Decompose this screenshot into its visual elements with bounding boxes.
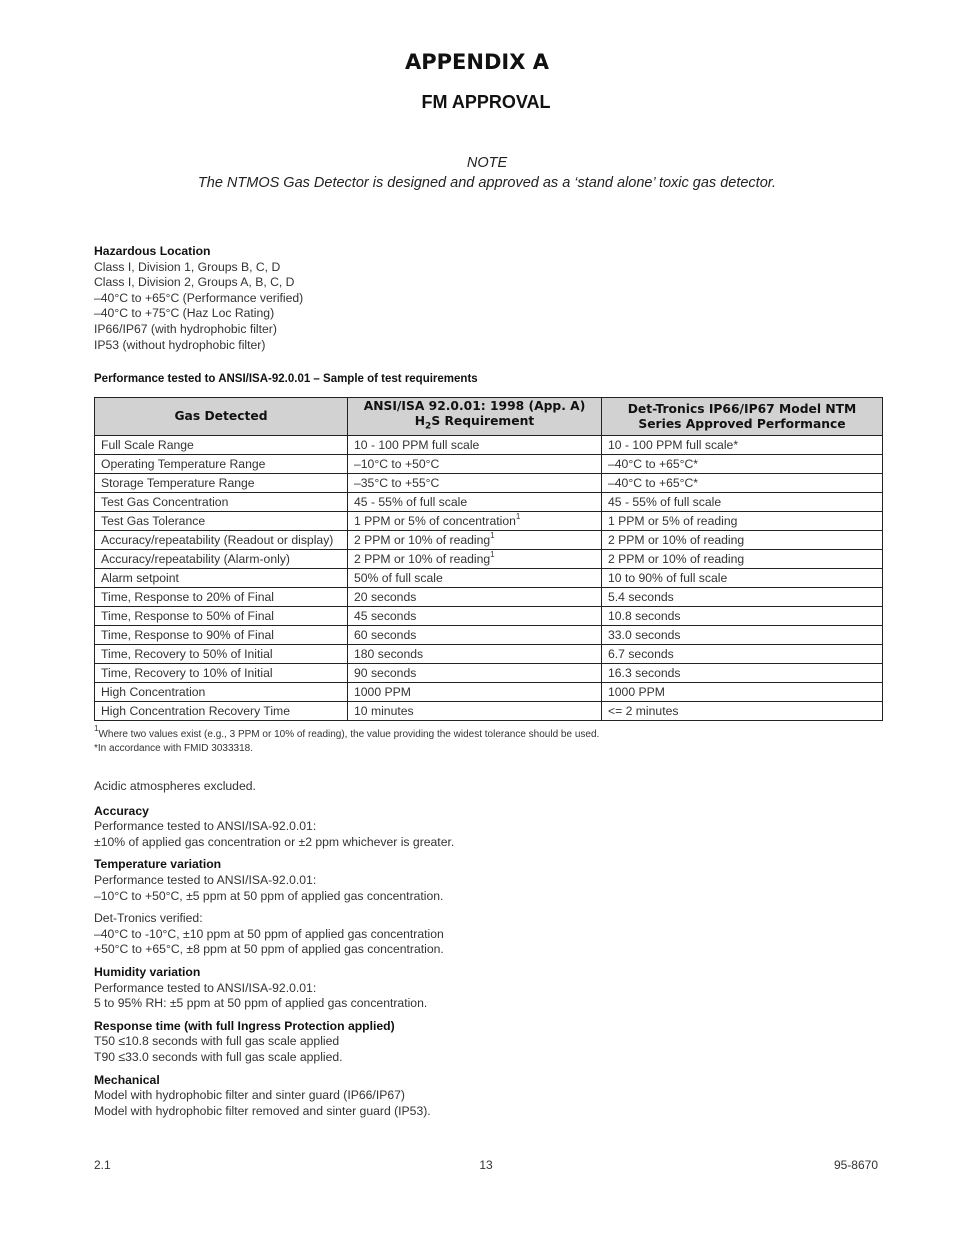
cell-ansi-value: 50% of full scale <box>354 571 443 585</box>
cell-ansi-requirement <box>348 588 602 607</box>
page-subtitle: FM APPROVAL <box>421 92 551 112</box>
table-row <box>95 569 883 588</box>
cell-ansi-requirement <box>348 645 602 664</box>
table-row <box>95 550 883 569</box>
cell-gas-detected: Accuracy/repeatability (Alarm-only) <box>95 550 348 569</box>
cell-gas-detected: Test Gas Tolerance <box>95 512 348 531</box>
cell-dettronics-performance: 2 PPM or 10% of reading <box>602 550 883 569</box>
cell-ansi-requirement <box>348 702 602 721</box>
table-row <box>95 683 883 702</box>
hazardous-location-line: Class I, Division 2, Groups A, B, C, D <box>94 275 295 290</box>
footer-document-number: 95-8670 <box>833 1158 878 1172</box>
header-dettronics-performance <box>602 398 883 436</box>
temperature-verified-line: +50°C to +65°C, ±8 ppm at 50 ppm of applied gas concentration. <box>94 942 444 957</box>
cell-dettronics-performance: –40°C to +65°C* <box>602 474 883 493</box>
cell-ansi-value: 2 PPM or 10% of reading <box>354 533 491 547</box>
cell-gas-detected: High Concentration <box>95 683 348 702</box>
hazardous-location-line: Class I, Division 1, Groups B, C, D <box>94 259 281 274</box>
response-heading: Response time (with full Ingress Protection applied) <box>94 1018 395 1033</box>
mechanical-heading: Mechanical <box>94 1072 160 1087</box>
hazardous-location-line: IP53 (without hydrophobic filter) <box>94 337 266 352</box>
table-row <box>95 436 883 455</box>
footnote-2: *In accordance with FMID 3033318. <box>94 743 253 754</box>
hazardous-location-line: –40°C to +65°C (Performance verified) <box>94 290 304 305</box>
footer-revision: 2.1 <box>94 1158 111 1172</box>
table-row <box>95 626 883 645</box>
header-ansi-requirement <box>348 398 602 436</box>
accuracy-line: Performance tested to ANSI/ISA-92.0.01: <box>94 819 317 834</box>
accuracy-heading: Accuracy <box>94 803 149 818</box>
cell-dettronics-performance: 33.0 seconds <box>602 626 883 645</box>
table-row <box>95 607 883 626</box>
table-row <box>95 702 883 721</box>
table-row <box>95 512 883 531</box>
cell-dettronics-performance: 45 - 55% of full scale <box>602 493 883 512</box>
hazardous-location-line: IP66/IP67 (with hydrophobic filter) <box>94 321 277 336</box>
cell-dettronics-performance: 1 PPM or 5% of reading <box>602 512 883 531</box>
page-title: APPENDIX A <box>405 50 549 74</box>
response-section <box>94 1019 454 1066</box>
cell-gas-detected: Accuracy/repeatability (Readout or display) <box>95 531 348 550</box>
temperature-heading: Temperature variation <box>94 857 222 872</box>
footnote-1 <box>94 724 600 742</box>
temperature-verified-line: –40°C to -10°C, ±10 ppm at 50 ppm of applied gas concentration <box>94 926 444 941</box>
cell-dettronics-performance: 1000 PPM <box>602 683 883 702</box>
table-row <box>95 455 883 474</box>
table-row <box>95 664 883 683</box>
header-ansi-h: H <box>414 413 426 428</box>
cell-gas-detected: Time, Recovery to 50% of Initial <box>95 645 348 664</box>
cell-ansi-value: 1000 PPM <box>354 685 411 699</box>
cell-gas-detected: Test Gas Concentration <box>95 493 348 512</box>
header-ansi-rest: S Requirement <box>431 413 535 428</box>
cell-footnote-mark: 1 <box>515 512 521 521</box>
cell-footnote-mark: 1 <box>490 550 495 559</box>
cell-gas-detected: Storage Temperature Range <box>95 474 348 493</box>
cell-ansi-requirement <box>348 474 602 493</box>
cell-dettronics-performance: <= 2 minutes <box>602 702 883 721</box>
cell-ansi-requirement <box>348 607 602 626</box>
cell-ansi-value: 60 seconds <box>354 628 417 642</box>
header-gas-detected: Gas Detected <box>95 398 348 436</box>
cell-ansi-requirement <box>348 569 602 588</box>
cell-ansi-requirement <box>348 531 602 550</box>
humidity-heading: Humidity variation <box>94 964 201 979</box>
temperature-verified-section <box>94 911 454 958</box>
cell-ansi-requirement <box>348 664 602 683</box>
note-label: NOTE <box>466 155 508 171</box>
cell-gas-detected: High Concentration Recovery Time <box>95 702 348 721</box>
cell-ansi-value: 20 seconds <box>354 590 417 604</box>
table-row <box>95 531 883 550</box>
cell-gas-detected: Operating Temperature Range <box>95 455 348 474</box>
header-ansi-subscript: 2 <box>425 421 432 432</box>
table-row <box>95 474 883 493</box>
footer-page-number: 13 <box>479 1158 493 1172</box>
header-dettronics-line2: Series Approved Performance <box>638 416 846 431</box>
response-line: T50 ≤10.8 seconds with full gas scale applied <box>94 1034 340 1049</box>
table-footnotes <box>94 724 600 756</box>
cell-dettronics-performance: 16.3 seconds <box>602 664 883 683</box>
cell-ansi-value: 180 seconds <box>354 647 424 661</box>
cell-ansi-value: 90 seconds <box>354 666 417 680</box>
table-row <box>95 645 883 664</box>
temperature-verified-line: Det-Tronics verified: <box>94 911 203 926</box>
mechanical-section <box>94 1073 454 1120</box>
footnote-1-text: Where two values exist (e.g., 3 PPM or 10% of reading), the value providing the widest tolerance should be used. <box>98 729 600 740</box>
performance-heading: Performance tested to ANSI/ISA-92.0.01 – Sample of test requirements <box>94 373 478 385</box>
cell-dettronics-performance: 6.7 seconds <box>602 645 883 664</box>
table-row <box>95 588 883 607</box>
cell-ansi-requirement <box>348 550 602 569</box>
cell-dettronics-performance: 10 - 100 PPM full scale* <box>602 436 883 455</box>
note-text: The NTMOS Gas Detector is designed and approved as a ‘stand alone’ toxic gas detector. <box>197 175 777 191</box>
specifications-body <box>94 779 454 1126</box>
cell-ansi-value: –35°C to +55°C <box>354 476 440 490</box>
response-line: T90 ≤33.0 seconds with full gas scale applied. <box>94 1049 343 1064</box>
cell-gas-detected: Alarm setpoint <box>95 569 348 588</box>
cell-ansi-value: 1 PPM or 5% of concentration <box>354 514 516 528</box>
cell-dettronics-performance: 10.8 seconds <box>602 607 883 626</box>
cell-dettronics-performance: 10 to 90% of full scale <box>602 569 883 588</box>
cell-ansi-value: 45 seconds <box>354 609 417 623</box>
mechanical-line: Model with hydrophobic filter and sinter guard (IP66/IP67) <box>94 1088 405 1103</box>
humidity-line: 5 to 95% RH: ±5 ppm at 50 ppm of applied gas concentration. <box>94 996 428 1011</box>
humidity-line: Performance tested to ANSI/ISA-92.0.01: <box>94 980 317 995</box>
acidic-note: Acidic atmospheres excluded. <box>94 779 256 793</box>
note-block <box>0 153 954 193</box>
performance-table <box>94 397 883 721</box>
footnote-1-mark: 1 <box>94 724 99 733</box>
cell-ansi-value: –10°C to +50°C <box>354 457 440 471</box>
cell-ansi-value: 45 - 55% of full scale <box>354 495 468 509</box>
temperature-line: Performance tested to ANSI/ISA-92.0.01: <box>94 872 317 887</box>
cell-ansi-requirement <box>348 683 602 702</box>
cell-ansi-requirement <box>348 493 602 512</box>
temperature-section <box>94 857 454 904</box>
cell-dettronics-performance: 2 PPM or 10% of reading <box>602 531 883 550</box>
header-dettronics-line1: Det-Tronics IP66/IP67 Model NTM <box>627 401 857 416</box>
cell-ansi-requirement <box>348 512 602 531</box>
cell-gas-detected: Time, Response to 20% of Final <box>95 588 348 607</box>
cell-ansi-value: 10 - 100 PPM full scale <box>354 438 480 452</box>
cell-dettronics-performance: 5.4 seconds <box>602 588 883 607</box>
cell-ansi-requirement <box>348 436 602 455</box>
hazardous-location-line: –40°C to +75°C (Haz Loc Rating) <box>94 306 275 321</box>
accuracy-section <box>94 804 454 851</box>
cell-ansi-requirement <box>348 626 602 645</box>
mechanical-line: Model with hydrophobic filter removed and sinter guard (IP53). <box>94 1103 431 1118</box>
cell-footnote-mark: 1 <box>490 531 495 540</box>
table-header-row <box>95 398 883 436</box>
hazardous-location-heading: Hazardous Location <box>94 244 211 258</box>
cell-ansi-value: 2 PPM or 10% of reading <box>354 552 491 566</box>
hazardous-location-section <box>94 244 303 353</box>
humidity-section <box>94 965 454 1012</box>
temperature-line: –10°C to +50°C, ±5 ppm at 50 ppm of applied gas concentration. <box>94 888 444 903</box>
cell-dettronics-performance: –40°C to +65°C* <box>602 455 883 474</box>
cell-gas-detected: Time, Recovery to 10% of Initial <box>95 664 348 683</box>
cell-ansi-requirement <box>348 455 602 474</box>
header-ansi-line1: ANSI/ISA 92.0.01: 1998 (App. A) <box>363 398 586 413</box>
cell-gas-detected: Time, Response to 50% of Final <box>95 607 348 626</box>
cell-ansi-value: 10 minutes <box>354 704 414 718</box>
accuracy-line: ±10% of applied gas concentration or ±2 ppm whichever is greater. <box>94 834 455 849</box>
header-ansi-line2 <box>352 414 597 434</box>
table-row <box>95 493 883 512</box>
cell-gas-detected: Time, Response to 90% of Final <box>95 626 348 645</box>
cell-gas-detected: Full Scale Range <box>95 436 348 455</box>
